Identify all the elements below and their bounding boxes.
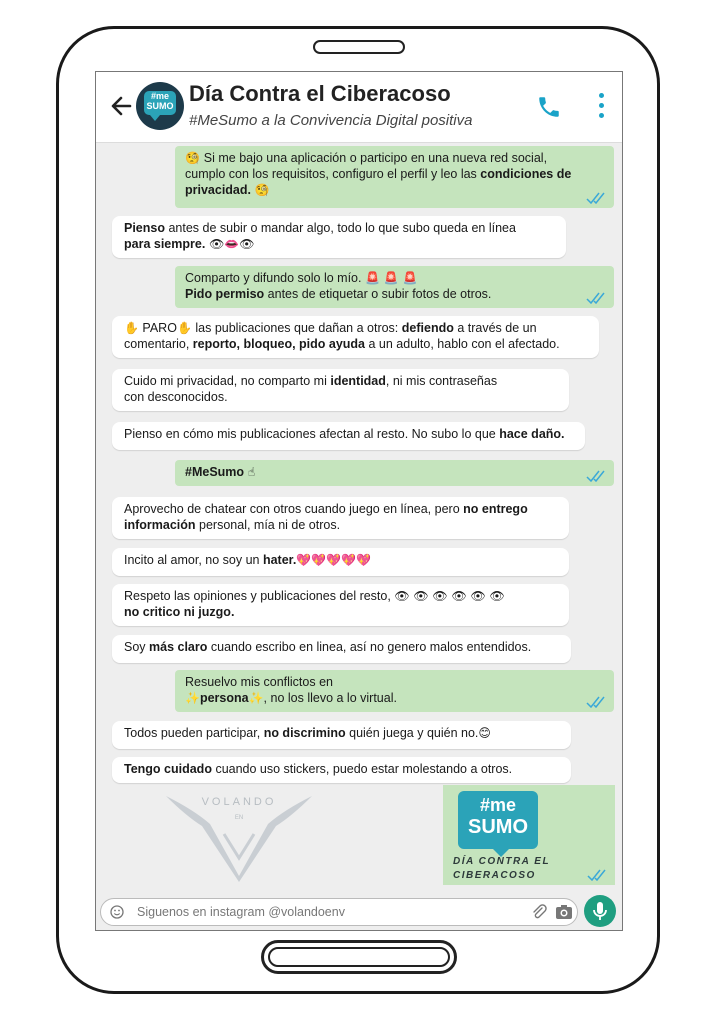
message-text: Cuido mi privacidad, no comparto mi: [124, 374, 331, 388]
svg-text:VOLANDO: VOLANDO: [201, 796, 277, 808]
chat-title: Día Contra el Ciberacoso: [189, 81, 451, 106]
message-text: personal, mía ni de otros.: [195, 518, 341, 532]
camera-icon[interactable]: [555, 904, 573, 920]
read-receipt-icon: [586, 192, 608, 204]
message-line: [185, 464, 604, 480]
emoji-icon: 🧐: [185, 151, 204, 165]
phone-speaker: [313, 40, 405, 54]
mesumo-image-message[interactable]: [443, 785, 615, 885]
emoji-icon: ☝: [244, 465, 256, 479]
message-line: [124, 588, 559, 604]
message-line: [124, 501, 559, 517]
outgoing-message[interactable]: [175, 670, 614, 712]
emoji-icon: 💖💖💖💖💖: [296, 553, 372, 567]
emoji-icon: 👁👄👁: [205, 237, 255, 251]
message-text: Soy: [124, 640, 150, 654]
incoming-message[interactable]: [112, 721, 571, 749]
message-text: cuando uso stickers, puedo estar molestando a otros.: [211, 762, 513, 776]
message-line: [124, 552, 559, 568]
outgoing-message[interactable]: [175, 460, 614, 486]
message-text: Comparto y difundo solo lo mío.: [185, 271, 365, 285]
attach-icon[interactable]: [531, 904, 547, 920]
read-receipt-icon: [586, 696, 608, 708]
message-text: Resuelvo mis conflictos en: [185, 675, 333, 689]
emoji-icon: 👁 👁 👁 👁 👁 👁: [394, 589, 505, 603]
microphone-icon: [584, 895, 616, 927]
message-text: Pienso: [124, 221, 165, 235]
message-text: para siempre.: [124, 237, 206, 251]
message-text: Aprovecho de chatear con otros cuando juego en línea, pero: [124, 502, 464, 516]
message-line: [124, 373, 559, 389]
message-text: no entrego: [463, 502, 528, 516]
message-text: persona: [199, 691, 249, 705]
incoming-message[interactable]: [112, 757, 571, 783]
incoming-message[interactable]: [112, 369, 569, 411]
emoji-icon: 🧐: [251, 183, 270, 197]
message-line: [124, 389, 559, 405]
message-text: hace daño.: [499, 427, 565, 441]
message-line: [185, 270, 604, 286]
message-text: defiendo: [401, 321, 454, 335]
incoming-message[interactable]: [112, 548, 569, 576]
outgoing-message[interactable]: [175, 266, 614, 308]
incoming-message[interactable]: [112, 584, 569, 626]
card-caption: DÍA CONTRA EL CIBERACOSO: [453, 856, 551, 881]
message-line: [124, 220, 556, 236]
message-text: Todos pueden participar,: [124, 726, 264, 740]
read-receipt-icon: [587, 869, 609, 881]
message-text: no critico ni juzgo.: [124, 605, 235, 619]
message-text: Si me bajo una aplicación o participo en una nueva red social,: [203, 151, 548, 165]
emoji-icon: ✨: [185, 691, 200, 705]
message-line: [185, 286, 604, 302]
message-input[interactable]: [100, 898, 578, 926]
message-text: no discrimino: [263, 726, 346, 740]
message-line: [124, 336, 589, 352]
message-text: hater.: [262, 553, 297, 567]
incoming-message[interactable]: [112, 422, 585, 450]
message-line: [185, 150, 604, 166]
chat-subtitle: #MeSumo a la Convivencia Digital positiva: [189, 112, 473, 129]
message-text: Pienso en cómo mis publicaciones afectan al resto. No subo lo que: [124, 427, 500, 441]
message-line: [185, 690, 604, 706]
message-text: comentario,: [124, 337, 193, 351]
message-text: , ni mis contraseñas: [385, 374, 498, 388]
phone-call-icon[interactable]: [536, 94, 562, 120]
outgoing-message[interactable]: [175, 146, 614, 208]
message-line: [124, 761, 561, 777]
message-text: a través de un: [453, 321, 537, 335]
message-text: quién juega y quién no.: [345, 726, 479, 740]
mesumo-logo-icon: #me SUMO: [458, 791, 538, 849]
emoji-icon: ✋: [176, 321, 192, 335]
emoji-icon: ✨: [248, 691, 264, 705]
chat-screen: [95, 71, 623, 931]
message-text: privacidad.: [185, 183, 251, 197]
more-options-icon[interactable]: [596, 93, 606, 121]
message-line: [124, 725, 561, 741]
message-text: condiciones de: [480, 167, 572, 181]
message-text: antes de etiquetar o subir fotos de otros.: [264, 287, 492, 301]
avatar[interactable]: [136, 82, 184, 130]
emoji-icon: 😊: [478, 726, 491, 740]
mesumo-logo-icon: #me SUMO: [144, 91, 176, 115]
emoji-icon[interactable]: [110, 905, 124, 919]
message-text: cuando escribo en linea, así no genero malos entendidos.: [207, 640, 532, 654]
message-line: [124, 426, 575, 442]
message-text: PARO: [138, 321, 177, 335]
message-text: identidad: [330, 374, 386, 388]
message-text: Pido permiso: [185, 287, 265, 301]
read-receipt-icon: [586, 292, 608, 304]
message-text: a un adulto, hablo con el afectado.: [365, 337, 560, 351]
home-button[interactable]: [261, 940, 457, 974]
message-text: Tengo cuidado: [124, 762, 212, 776]
emoji-icon: ✋: [124, 321, 139, 335]
message-line: [124, 639, 561, 655]
message-text: , no los llevo a lo virtual.: [263, 691, 397, 705]
message-text: información: [124, 518, 196, 532]
incoming-message[interactable]: [112, 497, 569, 539]
message-line: [124, 236, 556, 252]
message-text: Respeto las opiniones y publicaciones del resto,: [124, 589, 395, 603]
message-text: las publicaciones que dañan a otros:: [191, 321, 402, 335]
message-line: [124, 320, 589, 336]
volando-en-v-logo: [164, 792, 314, 884]
incoming-message[interactable]: [112, 316, 599, 358]
input-placeholder: Siguenos en instagram @volandoenv: [137, 905, 345, 919]
message-text: con desconocidos.: [124, 390, 228, 404]
message-text: antes de subir o mandar algo, todo lo que subo queda en línea: [165, 221, 516, 235]
incoming-message[interactable]: [112, 635, 571, 663]
message-line: [124, 604, 559, 620]
message-text: cumplo con los requisitos, configuro el perfil y leo las: [185, 167, 481, 181]
svg-text:EN: EN: [234, 815, 244, 821]
chat-header: [96, 72, 622, 143]
message-text: #MeSumo: [185, 465, 245, 479]
message-line: [185, 674, 604, 690]
incoming-message[interactable]: [112, 216, 566, 258]
message-line: [185, 182, 604, 198]
read-receipt-icon: [586, 470, 608, 482]
mic-button[interactable]: [584, 895, 616, 927]
message-text: Incito al amor, no soy un: [124, 553, 263, 567]
back-arrow-icon[interactable]: [108, 92, 136, 120]
message-text: más claro: [149, 640, 208, 654]
emoji-icon: 🚨 🚨 🚨: [364, 271, 418, 285]
message-line: [185, 166, 604, 182]
message-line: [124, 517, 559, 533]
message-text: reporto, bloqueo, pido ayuda: [192, 337, 366, 351]
